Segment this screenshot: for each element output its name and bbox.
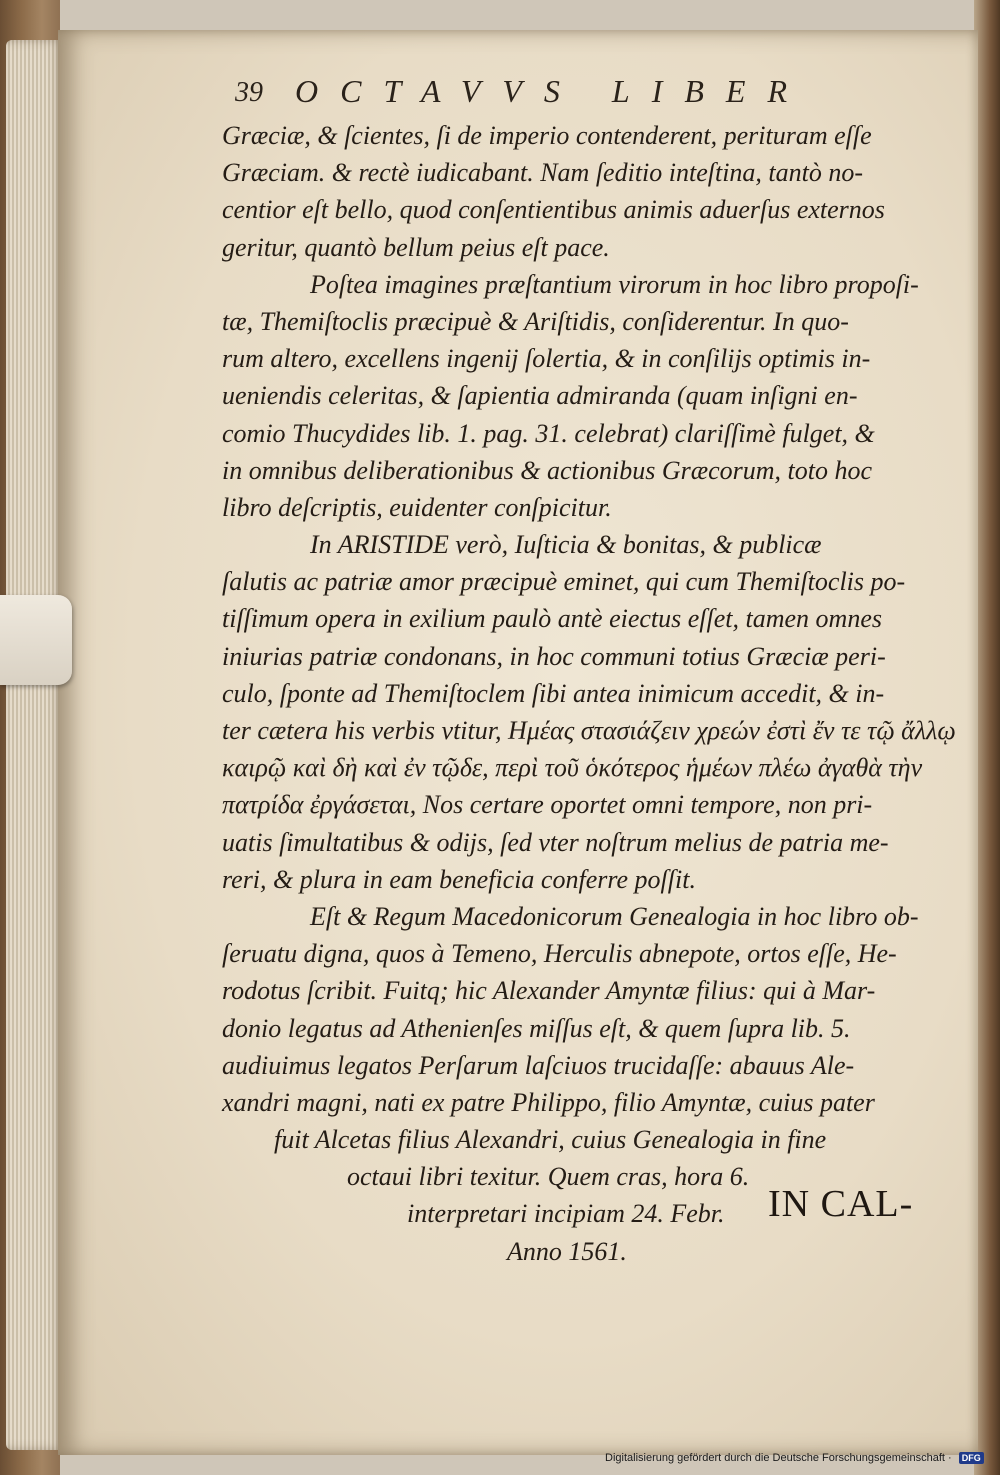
text-line: iniurias patriæ condonans, in hoc communi totius Græciæ peri- [222,641,886,671]
text-line: comio Thucydides lib. 1. pag. 31. celebrat) clariſſimè fulget, & [222,418,875,448]
text-line: Poſtea imagines præſtantium virorum in hoc libro propoſi- [310,269,919,299]
text-line: Græciam. & rectè iudicabant. Nam ſeditio inteſtina, tantò no- [222,158,864,188]
text-line-centered: interpretari incipiam 24. Febr. [407,1199,725,1229]
body-text [222,117,962,1270]
text-line: ſeruatu digna, quos à Temeno, Herculis abnepote, ortos eſſe, He- [222,939,897,969]
text-line: tæ, Themiſtoclis præcipuè & Ariſtidis, conſiderentur. In quo- [222,306,849,336]
text-line-centered: fuit Alcetas filius Alexandri, cuius Genealogia in fine [274,1125,827,1155]
text-line: donio legatus ad Athenienſes miſſus eſt, & quem ſupra lib. 5. [222,1013,851,1043]
text-line-greek: καιρῷ καὶ δὴ καὶ ἐν τῷδε, περὶ τοῦ ὁκότερος ἡμέων πλέω ἀγαθὰ τὴν [222,753,923,783]
page-number: 39 [235,77,263,108]
text-line: In ARISTIDE verò, Iuſticia & bonitas, & publicæ [310,530,822,560]
dfg-logo: DFG [959,1452,984,1464]
page-edges [6,40,64,1450]
catchword: IN CAL- [768,1183,914,1225]
text-line: uatis ſimultatibus & odijs, ſed vter noſtrum melius de patria me- [222,827,889,857]
text-line: rum altero, excellens ingenij ſolertia, & in conſilijs optimis in- [222,344,871,374]
page-clip [0,595,72,685]
text-line: reri, & plura in eam beneficia conferre poſſit. [222,864,696,894]
text-line: rodotus ſcribit. Fuitq; hic Alexander Amyntæ filius: qui à Mar- [222,976,876,1006]
text-line: ſalutis ac patriæ amor præcipuè eminet, qui cum Themiſtoclis po- [222,567,906,597]
running-title: OCTAVVS LIBER [295,73,810,109]
text-line: πατρίδα ἐργάσεται, Nos certare oportet omni tempore, non pri- [222,790,873,820]
text-line-date: Anno 1561. [507,1236,627,1266]
text-line-centered: octaui libri texitur. Quem cras, hora 6. [347,1162,750,1192]
text-line: Eſt & Regum Macedonicorum Genealogia in hoc libro ob- [310,901,919,931]
text-line: culo, ſponte ad Themiſtoclem ſibi antea inimicum accedit, & in- [222,678,885,708]
text-line: centior eſt bello, quod conſentientibus animis aduerſus externos [222,195,885,225]
page-header [235,73,875,113]
text-line: geritur, quantò bellum peius eſt pace. [222,232,610,262]
text-line: audiuimus legatos Perſarum laſciuos trucidaſſe: abauus Ale- [222,1050,855,1080]
text-line: libro deſcriptis, euidenter conſpicitur. [222,492,612,522]
text-line-greek: ter cætera his verbis vtitur, Ημέας στασιάζειν χρεών ἐστὶ ἔν τε τῷ ἄλλῳ [222,716,956,745]
text-line: tiſſimum opera in exilium paulò antè eiectus eſſet, tamen omnes [222,604,882,634]
text-line: xandri magni, nati ex patre Philippo, filio Amyntæ, cuius pater [222,1087,875,1117]
text-line: ueniendis celeritas, & ſapientia admiranda (quam inſigni en- [222,381,858,411]
text-line: in omnibus deliberationibus & actionibus Græcorum, toto hoc [222,455,872,485]
credit-text: Digitalisierung gefördert durch die Deutsche Forschungsgemeinschaft · [605,1452,952,1464]
text-line: Græciæ, & ſcientes, ſi de imperio contenderent, perituram eſſe [222,121,872,150]
digitization-credit [605,1452,984,1464]
